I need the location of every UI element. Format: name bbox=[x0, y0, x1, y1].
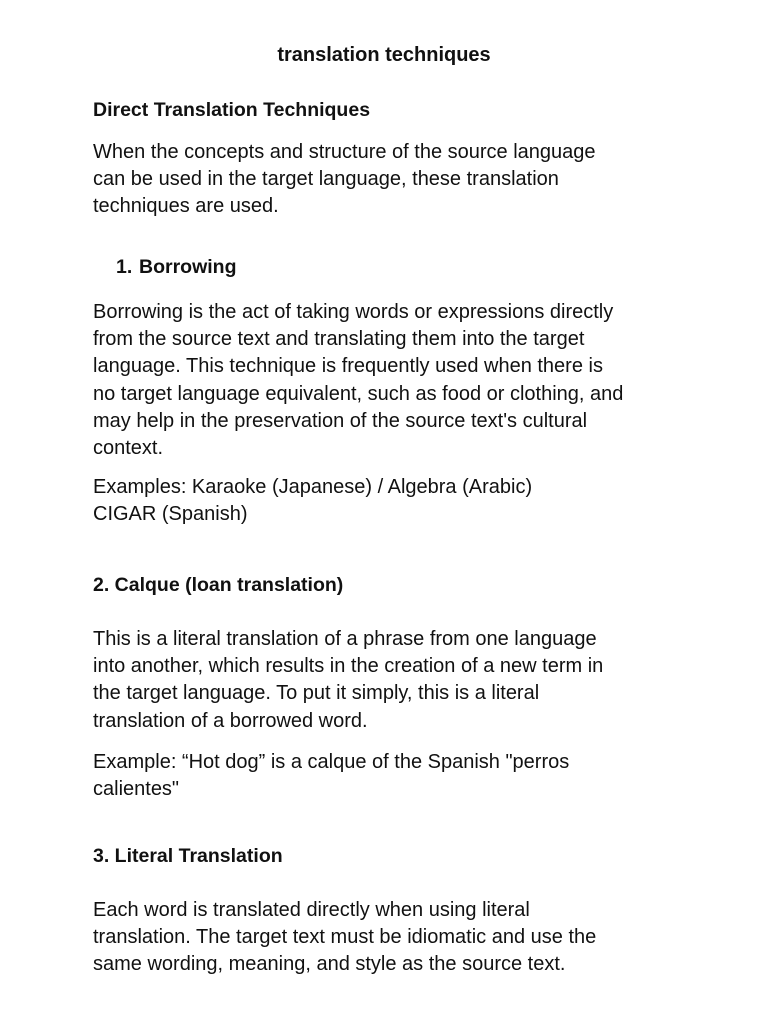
calque-line: the target language. To put it simply, this is a literal bbox=[93, 682, 540, 705]
borrowing-line: context. bbox=[93, 437, 164, 460]
literal-heading: 3. Literal Translation bbox=[93, 845, 283, 867]
calque-line: This is a literal translation of a phrase from one language bbox=[93, 628, 597, 650]
borrowing-line: language. This technique is frequently used when there is bbox=[93, 355, 603, 378]
calque-heading: 2. Calque (loan translation) bbox=[93, 574, 344, 596]
borrowing-line: may help in the preservation of the source text's cultural bbox=[93, 409, 588, 432]
borrowing-heading bbox=[116, 254, 237, 281]
borrowing-example-line: CIGAR (Spanish) bbox=[93, 503, 248, 526]
intro-line: can be used in the target language, these translation bbox=[93, 168, 559, 191]
calque-line: into another, which results in the creation of a new term in bbox=[93, 655, 604, 678]
borrowing-number: 1. bbox=[116, 256, 133, 278]
borrowing-line: from the source text and translating them into the target bbox=[93, 328, 585, 351]
document-title: translation techniques bbox=[277, 44, 491, 66]
borrowing-heading-label: Borrowing bbox=[139, 256, 237, 278]
literal-paragraph bbox=[93, 897, 683, 979]
borrowing-line: Borrowing is the act of taking words or expressions directly bbox=[93, 301, 614, 323]
calque-paragraph bbox=[93, 626, 683, 735]
borrowing-example-line: Examples: Karaoke (Japanese) / Algebra (Arabic) bbox=[93, 476, 533, 498]
calque-example bbox=[93, 749, 683, 803]
calque-line: translation of a borrowed word. bbox=[93, 709, 368, 732]
literal-line: translation. The target text must be idiomatic and use the bbox=[93, 926, 597, 949]
borrowing-line: no target language equivalent, such as food or clothing, and bbox=[93, 382, 624, 405]
calque-example-line: calientes" bbox=[93, 778, 180, 801]
borrowing-paragraph bbox=[93, 299, 683, 462]
literal-line: same wording, meaning, and style as the source text. bbox=[93, 953, 566, 976]
section-heading: Direct Translation Techniques bbox=[93, 99, 371, 121]
literal-line: Each word is translated directly when using literal bbox=[93, 899, 530, 921]
borrowing-examples bbox=[93, 474, 683, 528]
intro-paragraph bbox=[93, 139, 683, 221]
calque-example-line: Example: “Hot dog” is a calque of the Spanish "perros bbox=[93, 751, 570, 773]
intro-line: When the concepts and structure of the source language bbox=[93, 141, 596, 163]
intro-line: techniques are used. bbox=[93, 195, 279, 218]
